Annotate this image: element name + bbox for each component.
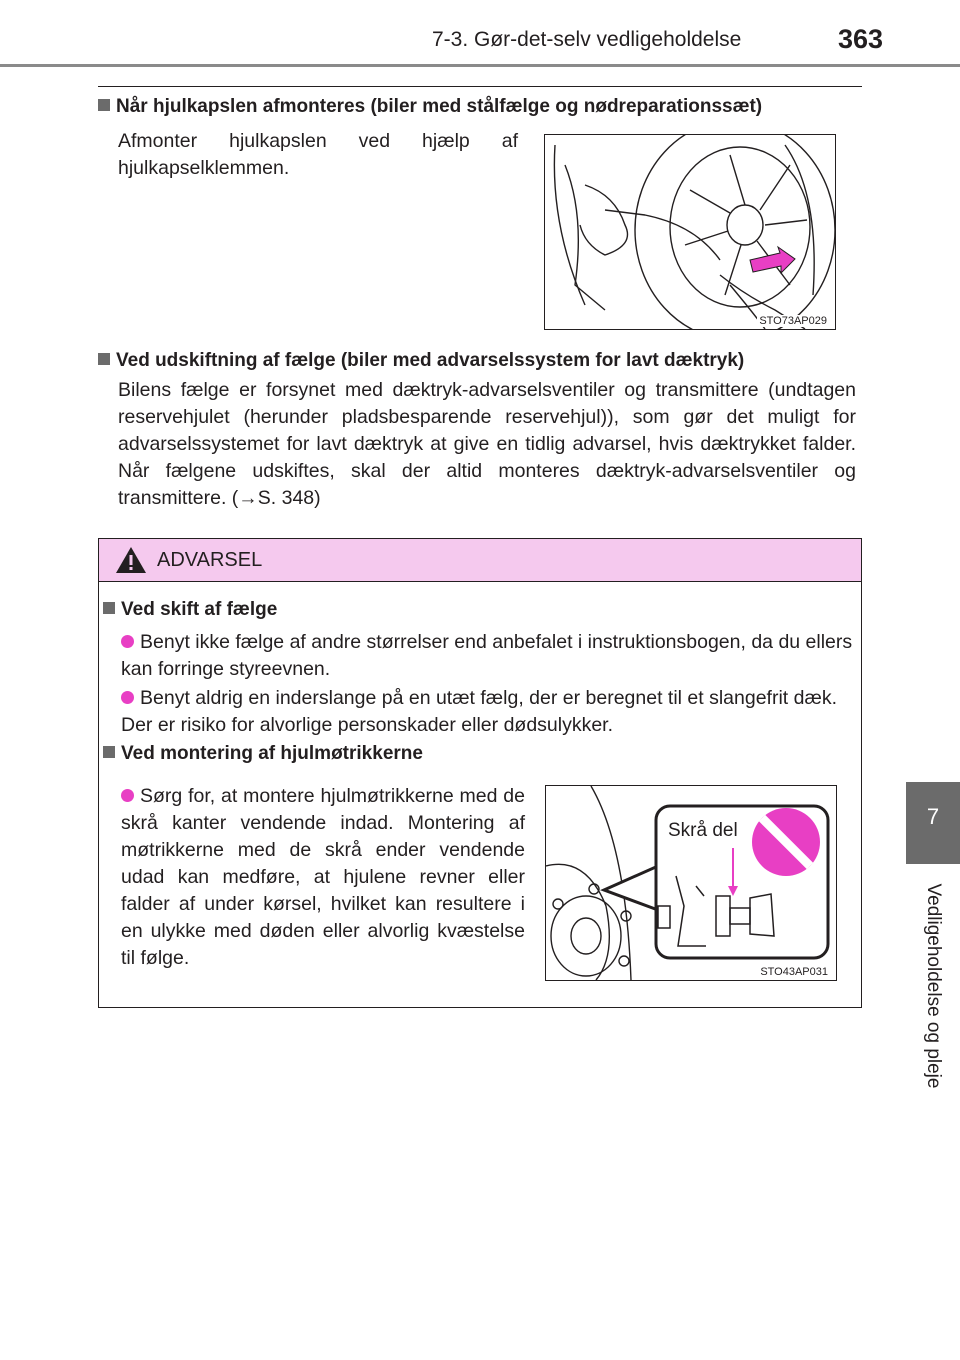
section-body-wheel-change: Bilens fælge er forsynet med dæktryk-advarselsventiler og transmittere (undtagen reservehjulet (herunder pladsbesparende reservehjul)), som gør det muligt for advarselssystemet for lavt dæktryk at give en tidlig advarsel, hvis dæktrykket falder. Når fælgene udskiftes, skal der altid monteres dæktryk-advarselsventiler og transmittere. (→S. 348) xyxy=(118,379,856,509)
section-body-hubcap: Afmonter hjulkapslen ved hjælp af hjulkapselklemmen. xyxy=(118,130,518,179)
warning-subheading-nuts: Ved montering af hjulmøtrikkerne xyxy=(103,743,423,765)
warning-header xyxy=(99,539,861,582)
warning-triangle-icon xyxy=(115,545,147,575)
square-bullet-icon xyxy=(103,746,115,758)
page-number: 363 xyxy=(838,24,884,54)
section-heading-wheel-change: Ved udskiftning af fælge (biler med advarselssystem for lavt dæktryk) xyxy=(98,350,744,372)
square-bullet-icon xyxy=(98,99,110,111)
chapter-tab: 7 xyxy=(906,782,960,864)
warning-bullet-rim-size: Benyt ikke fælge af andre størrelser end anbefalet i instruktionsbogen, da du ellers kan forringe styreevnen. xyxy=(121,631,853,680)
square-bullet-icon xyxy=(103,602,115,614)
figure-code: STO43AP031 xyxy=(760,966,828,978)
warning-title: ADVARSEL xyxy=(157,549,263,571)
wheel-nut-figure xyxy=(545,785,837,981)
header-section-title: 7-3. Gør-det-selv vedligeholdelse xyxy=(432,28,742,51)
warning-subheading-rims: Ved skift af fælge xyxy=(103,599,277,621)
content-top-rule xyxy=(98,86,862,87)
hubcap-illustration xyxy=(545,135,835,329)
square-bullet-icon xyxy=(98,353,110,365)
bullet-dot-icon xyxy=(121,789,134,802)
chapter-title-vertical: Vedligeholdelse og pleje xyxy=(923,883,944,1089)
warning-box xyxy=(98,538,862,1008)
section-heading-hubcap: Når hjulkapslen afmonteres (biler med stålfælge og nødreparationssæt) xyxy=(98,96,762,118)
wheel-nut-illustration xyxy=(546,786,836,980)
bullet-dot-icon xyxy=(121,691,134,704)
figure-code: STO73AP029 xyxy=(759,315,827,327)
warning-bullet-nut-mounting: Sørg for, at montere hjulmøtrikkerne med de skrå kanter vendende indad. Montering af møtrikkerne med de skrå ender vendende udad kan medføre, at hjulene revner eller falder af under kørsel, hvilket kan resultere i en ulykke med døden eller alvorlig kvæstelse til følge. xyxy=(121,785,525,969)
bullet-dot-icon xyxy=(121,635,134,648)
warning-bullet-inner-tube: Benyt aldrig en inderslange på en utæt fælg, der er beregnet til et slangefrit dæk. Der er risiko for alvorlige personskader eller dødsulykker. xyxy=(121,687,837,736)
header-divider xyxy=(0,64,960,67)
hubcap-removal-figure xyxy=(544,134,836,330)
slanted-part-label: Skrå del xyxy=(668,820,738,841)
